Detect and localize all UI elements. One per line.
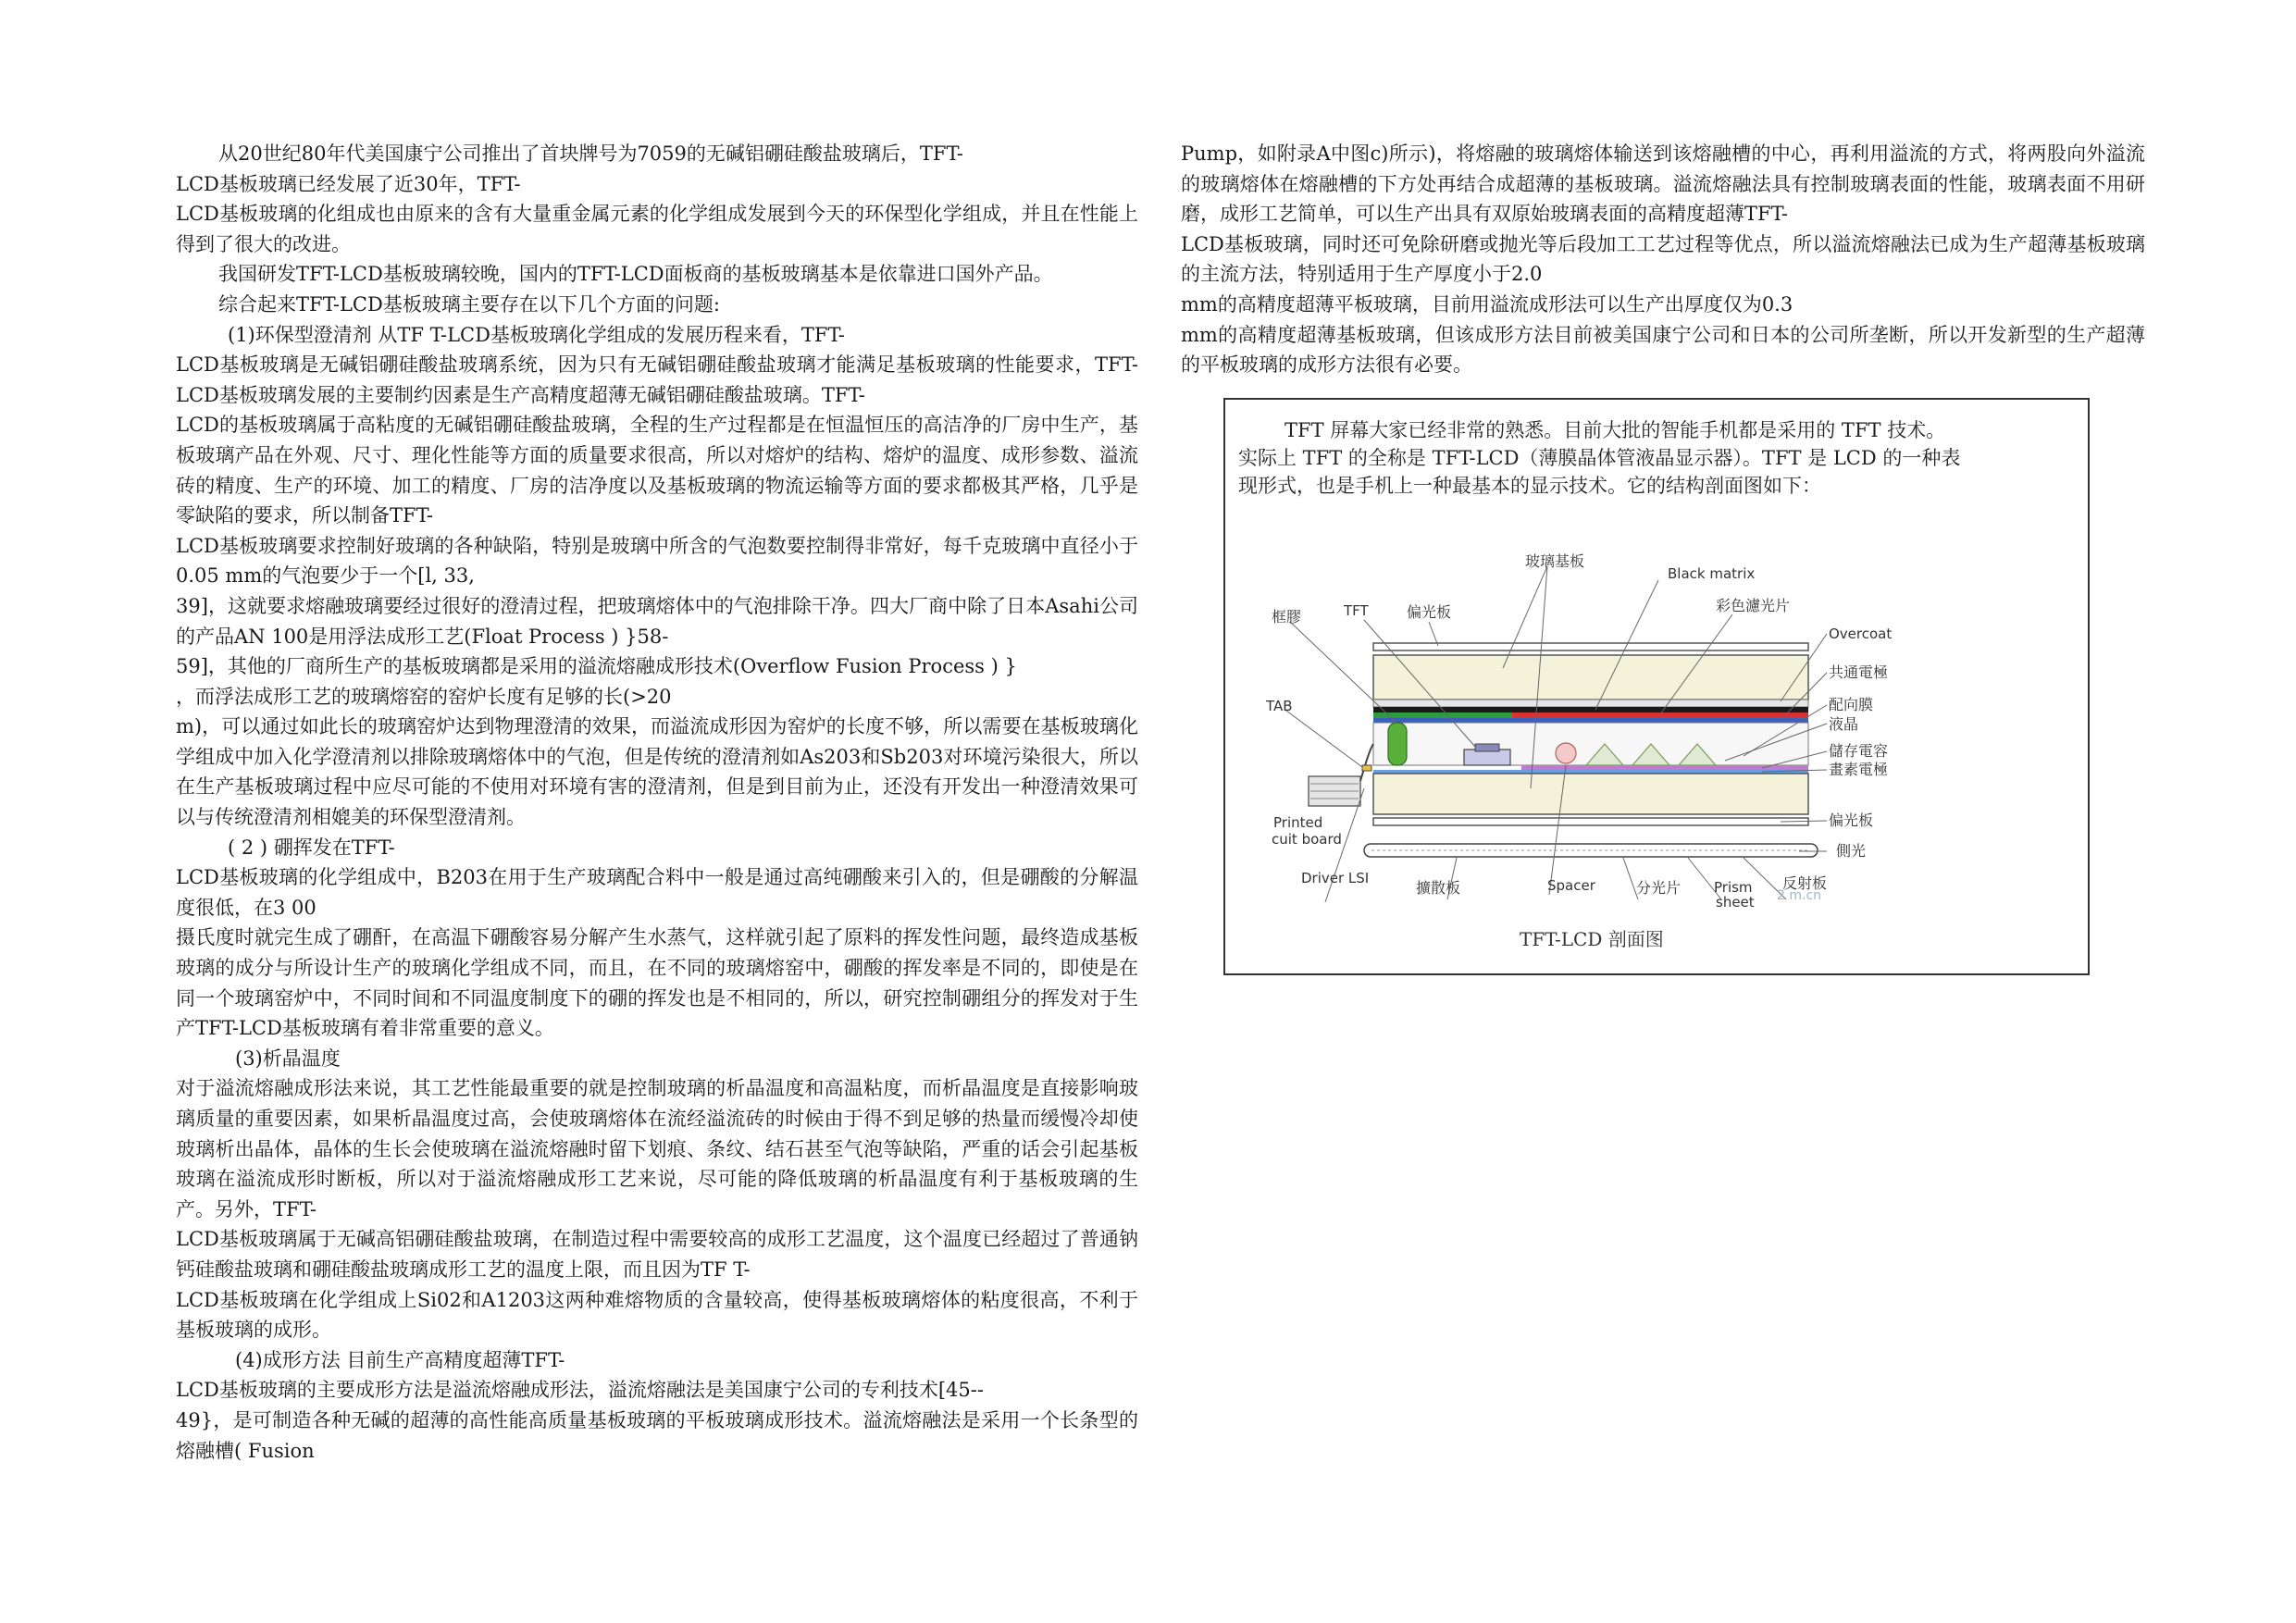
section-heading-2: ( 2 ) 硼挥发在TFT-	[228, 836, 395, 859]
label-tft: TFT	[1344, 602, 1369, 619]
paragraph: mm的高精度超薄基板玻璃，但该成形方法目前被美国康宁公司和日本的公司所垄断，所以开发新型的生产超薄的平板玻璃的成形方法很有必要。	[1181, 323, 2145, 377]
color-filter-red	[1512, 712, 1808, 718]
label-beam-splitter: 分光片	[1636, 879, 1682, 897]
frame-seal	[1388, 723, 1407, 765]
figure-intro-line: 现形式，也是手机上一种最基本的显示技术。它的结构剖面图如下：	[1238, 475, 1821, 497]
label-liquid-crystal: 液晶	[1829, 715, 1859, 733]
paragraph: LCD基板玻璃是无碱铝硼硅酸盐玻璃系统，因为只有无碱铝硼硅酸盐玻璃才能满足基板玻璃的性能要求，TFT-LCD基板玻璃发展的主要制约因素是生产高精度超薄无碱铝硼硅酸盐玻璃。TFT-	[176, 353, 1138, 406]
section-heading-1: (1)环保型澄清剂 从TF T-LCD基板玻璃化学组成的发展历程来看，TFT-	[228, 323, 845, 346]
label-reflector: 反射板	[1782, 874, 1828, 892]
black-matrix-layer	[1373, 707, 1808, 712]
section-heading-3: (3)析晶温度	[235, 1047, 341, 1070]
paragraph: 综合起来TFT-LCD基板玻璃主要存在以下几个方面的问题:	[218, 292, 720, 316]
label-bottom-polarizer: 偏光板	[1829, 812, 1874, 829]
paragraph: LCD基板玻璃的主要成形方法是溢流熔融成形法，溢流熔融法是美国康宁公司的专利技术[45--	[176, 1379, 984, 1402]
label-backlight: 側光	[1836, 842, 1867, 860]
paragraph: 39]，这就要求熔融玻璃要经过很好的澄清过程，把玻璃熔体中的气泡排除干净。四大厂商中除了日本Asahi公司的产品AN 100是用浮法成形工艺(Float Process ) }58-	[176, 594, 1138, 648]
paragraph: 对于溢流熔融成形法来说，其工艺性能最重要的就是控制玻璃的析晶温度和高温粘度，而析晶温度是直接影响玻璃质量的重要因素，如果析晶温度过高，会使玻璃熔体在流经溢流砖的时候由于得不到足够的热量而缓慢冷却使玻璃析出晶体，晶体的生长会使玻璃在溢流熔融时留下划痕、条纹、结石甚至气泡等缺陷，严重的话会引起基板玻璃在溢流成形时断板，所以对于溢流熔融成形工艺来说，尽可能的降低玻璃的析晶温度有利于基板玻璃的生产。另外，TFT-	[176, 1077, 1138, 1220]
bottom-glass-layer	[1373, 774, 1808, 814]
paragraph: 59]，其他的厂商所生产的基板玻璃都是采用的溢流熔融成形技术(Overflow Fusion Process ) }	[176, 655, 1017, 678]
paragraph: LCD基板玻璃属于无碱高铝硼硅酸盐玻璃，在制造过程中需要较高的成形工艺温度，这个温度已经超过了普通钠钙硅酸盐玻璃和硼硅酸盐玻璃成形工艺的温度上限，而且因为TF T-	[176, 1228, 1138, 1281]
top-polarizer-layer	[1373, 643, 1808, 650]
paragraph: LCD基板玻璃在化学组成上Si02和A1203这两种难熔物质的含量较高，使得基板玻璃熔体的粘度很高，不利于基板玻璃的成形。	[176, 1288, 1138, 1342]
tft-element	[1464, 750, 1510, 765]
liquid-crystal-layer	[1373, 723, 1808, 765]
label-overcoat: Overcoat	[1829, 626, 1893, 642]
paragraph: LCD基板玻璃已经发展了近30年，TFT-	[176, 172, 521, 195]
paragraph: ，而浮法成形工艺的玻璃熔窑的窑炉长度有足够的长(>20	[176, 685, 672, 708]
label-frame: 框膠	[1272, 608, 1302, 626]
section-heading-4: (4)成形方法 目前生产高精度超薄TFT-	[235, 1348, 565, 1371]
spacer-ball	[1556, 743, 1576, 763]
label-diffuser: 擴散板	[1416, 879, 1461, 897]
label-pcb-line1: Printed	[1273, 814, 1323, 831]
paragraph: LCD基板玻璃，同时还可免除研磨或抛光等后段加工工艺过程等优点，所以溢流熔融法已成为生产超薄基板玻璃的主流方法，特别适用于生产厚度小于2.0	[1181, 232, 2145, 286]
overcoat-layer	[1373, 700, 1808, 707]
label-driver-lsi: Driver LSI	[1301, 870, 1370, 886]
label-top-polarizer: 偏光板	[1407, 603, 1452, 621]
label-prism-line2: sheet	[1716, 894, 1755, 911]
tab-connector	[1360, 744, 1373, 781]
color-filter-green	[1373, 712, 1512, 718]
top-glass-layer	[1373, 655, 1808, 700]
figure-caption: TFT-LCD 剖面图	[1520, 928, 1664, 950]
label-alignment-film: 配向膜	[1829, 696, 1874, 713]
paragraph: 从20世纪80年代美国康宁公司推出了首块牌号为7059的无碱铝硼硅酸盐玻璃后，TFT-	[218, 142, 963, 165]
label-color-filter: 彩色濾光片	[1716, 597, 1791, 614]
paragraph: 摄氏度时就完生成了硼酐，在高温下硼酸容易分解产生水蒸气，这样就引起了原料的挥发性问题，最终造成基板玻璃的成分与所设计生产的玻璃化学组成不同，而且，在不同的玻璃熔窑中，硼酸的挥发率是不同的，即使是在同一个玻璃窑炉中，不同时间和不同温度制度下的硼的挥发也是不相同的，所以，研究控制硼组分的挥发对于生产TFT-LCD基板玻璃有着非常重要的意义。	[176, 926, 1138, 1040]
label-black-matrix: Black matrix	[1668, 565, 1756, 582]
label-prism-line1: Prism	[1714, 879, 1753, 896]
tft-gate	[1475, 744, 1499, 751]
label-pixel-electrode: 畫素電極	[1829, 761, 1889, 778]
label-spacer: Spacer	[1547, 877, 1595, 894]
bottom-polarizer-layer	[1373, 818, 1808, 825]
figure-intro-line: TFT 屏幕大家已经非常的熟悉。目前大批的智能手机都是采用的 TFT 技术。	[1285, 419, 1946, 441]
common-electrode-layer	[1373, 718, 1808, 723]
left-column	[176, 139, 1138, 1466]
paragraph: LCD基板玻璃要求控制好玻璃的各种缺陷，特别是玻璃中所含的气泡数要控制得非常好，每千克玻璃中直径小于0.05 mm的气泡要少于一个[l, 33,	[176, 534, 1138, 588]
cross-section-diagram	[1225, 400, 2091, 977]
paragraph: 我国研发TFT-LCD基板玻璃较晚，国内的TFT-LCD面板商的基板玻璃基本是依靠进口国外产品。	[218, 263, 1053, 286]
paragraph: mm的高精度超薄平板玻璃，目前用溢流成形法可以生产出厚度仅为0.3	[1181, 292, 1793, 316]
driver-chip	[1362, 765, 1371, 771]
label-storage-capacitor: 儲存電容	[1829, 742, 1889, 760]
tft-lcd-figure	[1223, 398, 2090, 975]
label-common-electrode: 共通電極	[1829, 663, 1889, 681]
label-glass-substrate: 玻璃基板	[1525, 552, 1585, 570]
paragraph: Pump，如附录A中图c)所示)，将熔融的玻璃熔体输送到该熔融槽的中心，再利用溢流的方式，将两股向外溢流的玻璃熔体在熔融槽的下方处再结合成超薄的基板玻璃。溢流熔融法具有控制玻璃表面的性能，玻璃表面不用研磨，成形工艺简单，可以生产出具有双原始玻璃表面的高精度超薄TFT-	[1181, 142, 2145, 226]
paragraph: 49}，是可制造各种无碱的超薄的高性能高质量基板玻璃的平板玻璃成形技术。溢流熔融法是采用一个长条型的熔融槽( Fusion	[176, 1408, 1138, 1462]
label-pcb-line2: cuit board	[1272, 831, 1342, 848]
watermark: 2 m.cn	[1777, 888, 1822, 903]
paragraph: LCD基板玻璃的化学组成中，B203在用于生产玻璃配合料中一般是通过高纯硼酸来引入的，但是硼酸的分解温度很低，在3 00	[176, 866, 1138, 919]
paragraph: LCD基板玻璃的化组成也由原来的含有大量重金属元素的化学组成发展到今天的环保型化学组成，并且在性能上得到了很大的改进。	[176, 203, 1138, 255]
right-column	[1181, 139, 2145, 380]
figure-intro-line: 实际上 TFT 的全称是 TFT-LCD（薄膜晶体管液晶显示器）。TFT 是 LCD 的一种表	[1238, 447, 1961, 469]
paragraph: m)，可以通过如此长的玻璃窑炉达到物理澄清的效果，而溢流成形因为窑炉的长度不够，所以需要在基板玻璃化学组成中加入化学澄清剂以排除玻璃熔体中的气泡，但是传统的澄清剂如As203和Sb203对环境污染很大，所以在生产基板玻璃过程中应尽可能的不使用对环境有害的澄清剂，但是到目前为止，还没有开发出一种澄清效果可以与传统澄清剂相媲美的环保型澄清剂。	[176, 715, 1138, 829]
label-tab: TAB	[1266, 698, 1293, 714]
paragraph: LCD的基板玻璃属于高粘度的无碱铝硼硅酸盐玻璃，全程的生产过程都是在恒温恒压的高洁净的厂房中生产，基板玻璃产品在外观、尺寸、理化性能等方面的质量要求很高，所以对熔炉的结构、熔炉的温度、成形参数、溢流砖的精度、生产的环境、加工的精度、厂房的洁净度以及基板玻璃的物流运输等方面的要求都极其严格，几乎是零缺陷的要求，所以制备TFT-	[176, 414, 1138, 527]
